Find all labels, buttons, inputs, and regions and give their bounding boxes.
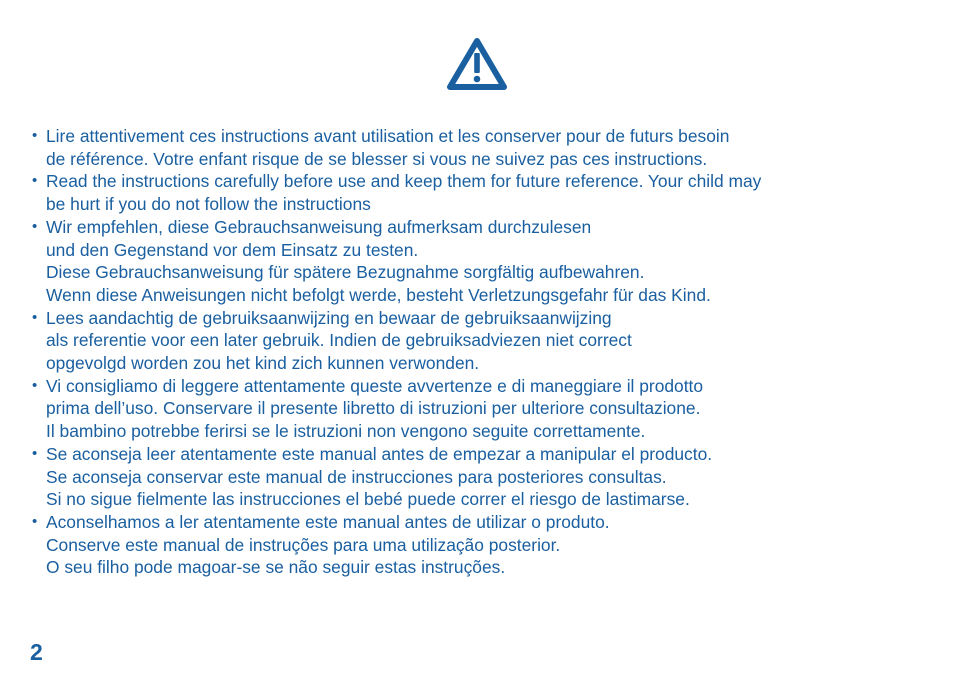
bullet-icon: • bbox=[32, 376, 38, 394]
instruction-item-fr bbox=[32, 125, 932, 170]
bullet-icon: • bbox=[32, 512, 38, 530]
instruction-line: Vi consigliamo di leggere attentamente queste avvertenze e di maneggiare il prodotto bbox=[46, 375, 704, 396]
bullet-icon: • bbox=[32, 172, 38, 190]
instruction-line: Diese Gebrauchsanweisung für spätere Bezugnahme sorgfältig aufbewahren. bbox=[46, 262, 645, 283]
instruction-line: opgevolgd worden zou het kind zich kunnen verwonden. bbox=[46, 353, 480, 374]
warning-triangle-icon bbox=[446, 37, 508, 91]
instruction-item-en bbox=[32, 170, 932, 215]
instruction-item-es bbox=[32, 443, 932, 511]
instruction-line: O seu filho pode magoar-se se não seguir estas instruções. bbox=[46, 557, 506, 578]
bullet-icon: • bbox=[32, 127, 38, 144]
instruction-line: Si no sigue fielmente las instrucciones el bebé puede correr el riesgo de lastimarse. bbox=[46, 489, 690, 510]
instruction-item-pt bbox=[32, 511, 932, 579]
instruction-line: de référence. Votre enfant risque de se blesser si vous ne suivez pas ces instructions. bbox=[46, 148, 708, 169]
instruction-item-nl bbox=[32, 307, 932, 375]
bullet-icon: • bbox=[32, 308, 38, 326]
instruction-line: Il bambino potrebbe ferirsi se le istruzioni non vengono seguite correttamente. bbox=[46, 421, 646, 442]
instruction-line: prima dell’uso. Conservare il presente libretto di istruzioni per ulteriore consultazione. bbox=[46, 398, 701, 419]
instruction-line: Wir empfehlen, diese Gebrauchsanweisung aufmerksam durchzulesen bbox=[46, 216, 592, 237]
instruction-line: Lire attentivement ces instructions avant utilisation et les conserver pour de futurs besoin bbox=[46, 126, 730, 146]
page-number: 2 bbox=[30, 639, 43, 665]
instruction-line: und den Gegenstand vor dem Einsatz zu testen. bbox=[46, 239, 419, 260]
instruction-item-de bbox=[32, 216, 932, 307]
instruction-line: Wenn diese Anweisungen nicht befolgt werde, besteht Verletzungsgefahr für das Kind. bbox=[46, 284, 711, 305]
safety-instructions bbox=[32, 125, 932, 579]
instruction-line: Conserve este manual de instruções para uma utilização posterior. bbox=[46, 534, 561, 555]
instruction-line: Lees aandachtig de gebruiksaanwijzing en bewaar de gebruiksaanwijzing bbox=[46, 307, 612, 328]
bullet-icon: • bbox=[32, 444, 38, 462]
instruction-line: als referentie voor een later gebruik. Indien de gebruiksadviezen niet correct bbox=[46, 330, 632, 351]
instruction-line: Aconselhamos a ler atentamente este manual antes de utilizar o produto. bbox=[46, 511, 610, 532]
bullet-icon: • bbox=[32, 217, 38, 235]
instruction-item-it bbox=[32, 375, 932, 443]
instruction-line: Se aconseja leer atentamente este manual antes de empezar a manipular el producto. bbox=[46, 443, 713, 464]
instruction-line: be hurt if you do not follow the instructions bbox=[46, 194, 371, 215]
instruction-line: Se aconseja conservar este manual de instrucciones para posteriores consultas. bbox=[46, 466, 667, 487]
instruction-line: Read the instructions carefully before use and keep them for future reference. Your child may bbox=[46, 171, 762, 192]
